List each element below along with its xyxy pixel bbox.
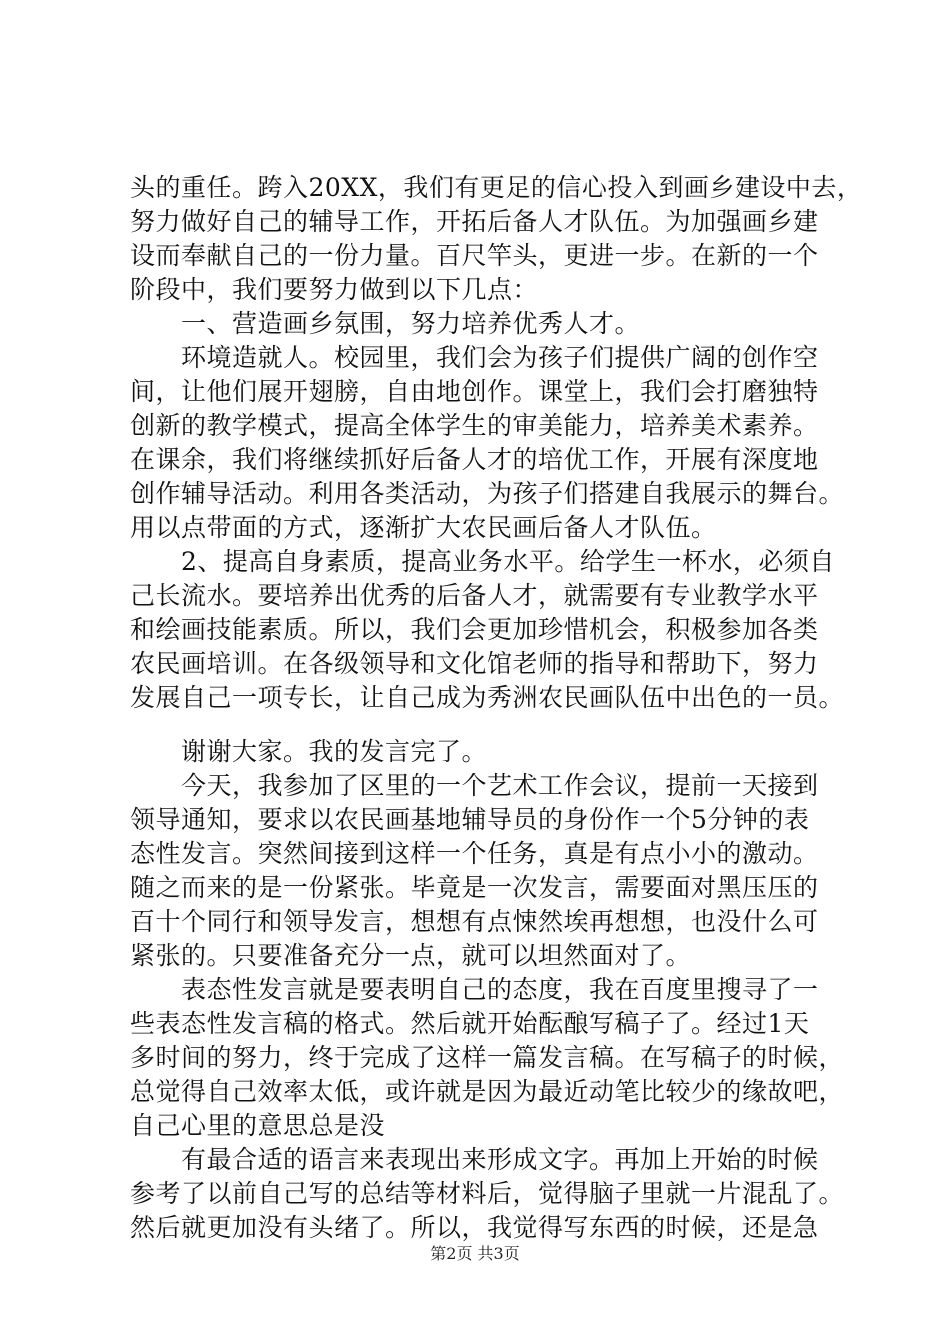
text-line: 阶段中，我们要努力做到以下几点： <box>130 275 539 304</box>
text-line: 努力做好自己的辅导工作，开拓后备人才队伍。为加强画乡建 <box>130 207 819 236</box>
text-line: 自己心里的意思总是没 <box>130 1111 386 1140</box>
text-line: 创作辅导活动。利用各类活动，为孩子们搭建自我展示的舞台。 <box>130 479 845 508</box>
text-line: 有最合适的语言来表现出来形成文字。再加上开始的时候 <box>130 1145 819 1174</box>
text-line: 参考了以前自己写的总结等材料后，觉得脑子里就一片混乱了。 <box>130 1179 845 1208</box>
page-footer: 第2页 共3页 <box>430 1244 520 1263</box>
text-line: 在课余，我们将继续抓好后备人才的培优工作，开展有深度地 <box>130 445 819 474</box>
section-heading: 一、营造画乡氛围，努力培养优秀人才。 <box>130 309 641 338</box>
text-line: 多时间的努力，终于完成了这样一篇发言稿。在写稿子的时候， <box>130 1043 845 1072</box>
text-line: 己长流水。要培养出优秀的后备人才，就需要有专业教学水平 <box>130 581 819 610</box>
text-line: 发展自己一项专长，让自己成为秀洲农民画队伍中出色的一员。 <box>130 683 845 712</box>
text-line: 表态性发言就是要表明自己的态度，我在百度里搜寻了一 <box>130 975 819 1004</box>
text-line: 谢谢大家。我的发言完了。 <box>130 737 488 766</box>
text-line: 领导通知，要求以农民画基地辅导员的身份作一个5分钟的表 <box>130 805 810 834</box>
text-line: 设而奉献自己的一份力量。百尺竿头，更进一步。在新的一个 <box>130 241 819 270</box>
text-line: 头的重任。跨入20XX，我们有更足的信心投入到画乡建设中去， <box>130 173 863 202</box>
text-line: 然后就更加没有头绪了。所以，我觉得写东西的时候，还是急 <box>130 1213 819 1242</box>
text-line: 百十个同行和领导发言，想想有点悚然埃再想想，也没什么可 <box>130 907 819 936</box>
text-line: 态性发言。突然间接到这样一个任务，真是有点小小的激动。 <box>130 839 819 868</box>
text-line: 间，让他们展开翅膀，自由地创作。课堂上，我们会打磨独特 <box>130 377 819 406</box>
text-line: 随之而来的是一份紧张。毕竟是一次发言，需要面对黑压压的 <box>130 873 819 902</box>
text-line: 用以点带面的方式，逐渐扩大农民画后备人才队伍。 <box>130 513 717 542</box>
text-line: 农民画培训。在各级领导和文化馆老师的指导和帮助下，努力 <box>130 649 819 678</box>
text-line: 总觉得自己效率太低，或许就是因为最近动笔比较少的缘故吧， <box>130 1077 845 1106</box>
text-line: 紧张的。只要准备充分一点，就可以坦然面对了。 <box>130 941 692 970</box>
text-line: 些表态性发言稿的格式。然后就开始酝酿写稿子了。经过1天 <box>130 1009 810 1038</box>
text-line: 和绘画技能素质。所以，我们会更加珍惜机会，积极参加各类 <box>130 615 819 644</box>
text-line: 创新的教学模式，提高全体学生的审美能力，培养美术素养。 <box>130 411 819 440</box>
text-line: 2、提高自身素质，提高业务水平。给学生一杯水，必须自 <box>130 547 835 576</box>
text-line: 环境造就人。校园里，我们会为孩子们提供广阔的创作空 <box>130 343 819 372</box>
text-line: 今天，我参加了区里的一个艺术工作会议，提前一天接到 <box>130 771 819 800</box>
